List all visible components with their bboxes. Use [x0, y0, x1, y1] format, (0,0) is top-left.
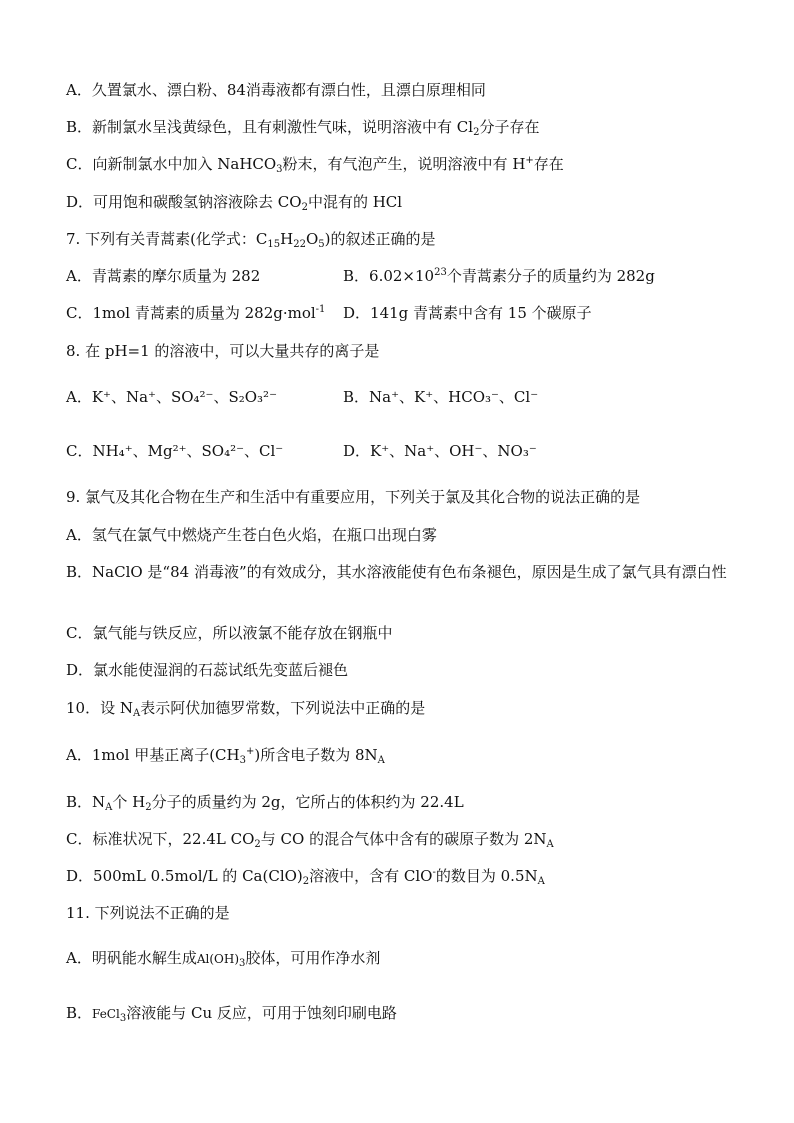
q8-option-a: [66, 387, 277, 407]
q7-stem-post: )的叙述正确的是: [324, 230, 436, 248]
q10-option-b: [66, 792, 464, 812]
q7-option-d: [343, 303, 592, 323]
q9-option-b: [66, 560, 731, 584]
q10-a-sub: 3: [239, 755, 246, 766]
q7-stem: [66, 229, 436, 249]
q7-c-sup: -1: [315, 304, 326, 315]
q6-option-a: [66, 80, 486, 100]
q8-d-text: D．K⁺、Na⁺、OH⁻、NO₃⁻: [343, 442, 537, 460]
q8-option-b: [343, 387, 538, 407]
q6-option-a-text: A．久置氯水、漂白粉、84消毒液都有漂白性，且漂白原理相同: [66, 81, 486, 99]
q10-b-sub2: 2: [145, 802, 152, 813]
q7-stem-text: 7. 下列有关青蒿素(化学式：C: [66, 230, 268, 248]
q11-stem: [66, 903, 230, 923]
q11-a-text: A．明矾能水解生成: [66, 949, 197, 967]
q10-a-sub2: A: [377, 755, 385, 766]
q7-b-text: B．6.02×10: [343, 267, 435, 285]
q7-sub-c: 15: [267, 239, 281, 250]
q6-option-c: [66, 154, 564, 174]
q6-d-sub: 2: [301, 202, 308, 213]
q10-d-sub: 2: [302, 876, 310, 887]
q10-d-mid: 溶液中，含有 ClO: [309, 867, 433, 885]
q7-b-post: 个青蒿素分子的质量约为 282g: [446, 267, 655, 285]
q10-c-mid: 与 CO 的混合气体中含有的碳原子数为 2N: [260, 830, 547, 848]
q9-option-c: [66, 623, 392, 643]
q6-c-text: C．向新制氯水中加入 NaHCO: [66, 155, 277, 173]
q7-option-a: [66, 266, 260, 286]
q8-option-c: [66, 441, 283, 461]
q6-c-post: 存在: [533, 155, 564, 173]
q10-option-c: [66, 829, 554, 849]
q8-stem: [66, 341, 379, 361]
q10-a-sup: +: [245, 746, 255, 757]
q10-a-mid: )所含电子数为 8N: [254, 746, 378, 764]
q6-c-mid: 粉末，有气泡产生，说明溶液中有 H: [282, 155, 526, 173]
q11-a-chem: Al(OH): [196, 952, 240, 966]
q9-c-text: C．氯气能与铁反应，所以液氯不能存放在钢瓶中: [66, 624, 393, 642]
q7-o: O: [305, 230, 319, 248]
q11-a-post: 胶体，可用作净水剂: [245, 949, 381, 967]
q9-stem: [66, 487, 640, 507]
q6-c-sub: 3: [276, 164, 283, 175]
q7-sub-o: 5: [318, 239, 325, 250]
q8-b-text: B．Na⁺、K⁺、HCO₃⁻、Cl⁻: [343, 388, 539, 406]
q11-b-text: B．: [66, 1004, 93, 1022]
q6-option-d: [66, 192, 402, 212]
q6-c-sup: +: [525, 155, 534, 166]
q8-a-text: A．K⁺、Na⁺、SO₄²⁻、S₂O₃²⁻: [66, 388, 277, 406]
q8-stem-text: 8. 在 pH=1 的溶液中，可以大量共存的离子是: [66, 342, 380, 360]
q10-option-a: [66, 745, 385, 765]
q7-c-text: C．1mol 青蒿素的质量为 282g·mol: [66, 304, 316, 322]
q10-stem: [66, 698, 425, 718]
q6-d-post: 中混有的 HCl: [307, 193, 403, 211]
q10-b-mid: 个 H: [112, 793, 146, 811]
q10-d-text: D．500mL 0.5mol/L 的 Ca(ClO): [66, 867, 303, 885]
q10-c-sub2: A: [546, 839, 554, 850]
q7-b-sup: 23: [434, 267, 447, 278]
q10-option-d: [66, 866, 545, 886]
q10-stem-sub: A: [132, 708, 141, 719]
q10-b-text: B．N: [66, 793, 106, 811]
q8-option-d: [343, 441, 537, 461]
q6-d-text: D．可用饱和碳酸氢钠溶液除去 CO: [66, 193, 302, 211]
q8-c-text: C．NH₄⁺、Mg²⁺、SO₄²⁻、Cl⁻: [66, 442, 284, 460]
q9-a-text: A．氢气在氯气中燃烧产生苍白色火焰，在瓶口出现白雾: [66, 526, 437, 544]
q10-d-sub2: A: [537, 876, 545, 887]
q10-a-text: A．1mol 甲基正离子(CH: [66, 746, 240, 764]
q11-a-sub: 3: [239, 958, 246, 969]
q10-stem-post: 表示阿伏加德罗常数，下列说法中正确的是: [140, 699, 426, 717]
q9-stem-text: 9. 氯气及其化合物在生产和生活中有重要应用，下列关于氯及其化合物的说法正确的是: [66, 488, 641, 506]
q6-b-post: 分子存在: [479, 118, 540, 136]
q10-c-sub: 2: [254, 839, 261, 850]
q7-option-c: [66, 303, 325, 323]
q9-b-text: B．NaClO 是“84 消毒液”的有效成分，其水溶液能使有色布条褪色，原因是生成了氯气具有漂白性: [66, 563, 727, 581]
q7-d-text: D．141g 青蒿素中含有 15 个碳原子: [343, 304, 592, 322]
q10-c-text: C．标准状况下，22.4L CO: [66, 830, 255, 848]
q11-b-sub: 3: [119, 1013, 127, 1024]
q11-stem-text: 11. 下列说法不正确的是: [66, 904, 230, 922]
q9-option-d: [66, 660, 348, 680]
q11-option-a: [66, 948, 380, 969]
q11-b-post: 溶液能与 Cu 反应，可用于蚀刻印刷电路: [126, 1004, 397, 1022]
q7-a-text: A．青蒿素的摩尔质量为 282: [66, 267, 261, 285]
q7-sub-h: 22: [293, 239, 306, 250]
q11-b-chem: FeCl: [92, 1007, 120, 1021]
q6-b-sub: 2: [473, 127, 480, 138]
q10-b-post: 分子的质量约为 2g，它所占的体积约为 22.4L: [151, 793, 464, 811]
q10-d-post: 的数目为 0.5N: [435, 867, 538, 885]
q9-option-a: [66, 525, 437, 545]
q6-b-text: B．新制氯水呈浅黄绿色，且有刺激性气味，说明溶液中有 Cl: [66, 118, 474, 136]
q10-stem-text: 10．设 N: [66, 699, 133, 717]
q6-option-b: [66, 117, 539, 137]
q10-d-sup: -: [432, 867, 436, 878]
q10-b-sub: A: [105, 802, 113, 813]
q7-h: H: [280, 230, 294, 248]
q11-option-b: [66, 1003, 397, 1024]
q7-option-b: [343, 266, 655, 286]
q9-d-text: D．氯水能使湿润的石蕊试纸先变蓝后褪色: [66, 661, 349, 679]
